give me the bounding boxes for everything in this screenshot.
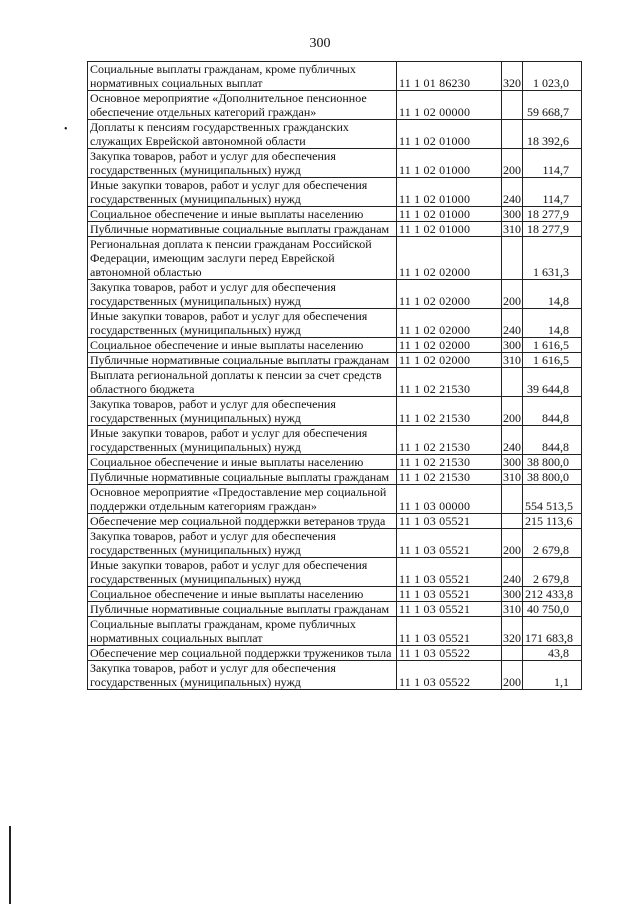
row-vr-cell: 310 (503, 353, 521, 367)
table-row (88, 617, 582, 646)
row-vr-cell: 200 (502, 149, 523, 178)
row-vr-cell: 300 (503, 587, 521, 601)
row-amount-cell: 114,7 (523, 149, 582, 178)
row-code-cell: 11 1 03 05521 (397, 602, 502, 617)
table-row (88, 646, 582, 661)
row-vr-cell: 300 (503, 455, 521, 469)
table-row (88, 237, 582, 280)
table-row (88, 397, 582, 426)
row-vr-cell (502, 514, 523, 529)
row-code-cell: 11 1 03 05521 (397, 558, 502, 587)
row-vr-cell: 200 (502, 529, 523, 558)
row-amount-cell: 14,8 (523, 309, 582, 338)
row-amount-cell: 1,1 (523, 661, 582, 690)
table-row (88, 470, 582, 485)
row-amount-cell: 18 277,9 (523, 222, 582, 237)
row-vr-cell: 200 (502, 397, 523, 426)
table-row (88, 514, 582, 529)
row-code-cell: 11 1 02 01000 (397, 149, 502, 178)
table-row (88, 338, 582, 353)
row-code-cell: 11 1 02 21530 (397, 455, 502, 470)
row-code-cell: 11 1 02 02000 (397, 280, 502, 309)
row-amount-cell: 18 392,6 (523, 120, 582, 149)
row-amount-cell: 39 644,8 (523, 368, 582, 397)
row-name-cell: Иные закупки товаров, работ и услуг для обеспечения государственных (муниципальных) нужд (88, 426, 397, 455)
row-name-cell: Доплаты к пенсиям государственных гражданских служащих Еврейской автономной области (88, 120, 397, 149)
row-name-cell: Социальные выплаты гражданам, кроме публичных нормативных социальных выплат (88, 62, 397, 91)
row-code-cell: 11 1 02 02000 (397, 237, 502, 280)
row-vr-cell: 300 (503, 207, 521, 221)
row-amount-cell: 18 277,9 (523, 207, 582, 222)
row-name-cell: Публичные нормативные социальные выплаты гражданам (88, 353, 397, 368)
row-vr-cell (502, 485, 523, 514)
row-vr-cell (502, 646, 523, 661)
row-amount-cell: 43,8 (523, 646, 582, 661)
row-vr-cell: 300 (503, 338, 521, 352)
table-row (88, 178, 582, 207)
row-name-cell: Закупка товаров, работ и услуг для обеспечения государственных (муниципальных) нужд (88, 529, 397, 558)
row-code-cell: 11 1 03 05521 (397, 514, 502, 529)
row-amount-cell: 40 750,0 (523, 602, 582, 617)
row-amount-cell: 1 616,5 (523, 353, 582, 368)
table-row (88, 91, 582, 120)
row-name-cell: Социальное обеспечение и иные выплаты населению (88, 587, 397, 602)
row-name-cell: Региональная доплата к пенсии гражданам Российской Федерации, имеющим заслуги перед Еврейской автономной областью (88, 237, 397, 280)
row-name-cell: Основное мероприятие «Предоставление мер социальной поддержки отдельным категориям граждан» (88, 485, 397, 514)
table-row (88, 368, 582, 397)
row-code-cell: 11 1 02 21530 (397, 397, 502, 426)
row-code-cell: 11 1 02 02000 (397, 353, 502, 368)
row-amount-cell: 1 616,5 (523, 338, 582, 353)
row-vr-cell: 200 (502, 661, 523, 690)
row-amount-cell: 171 683,8 (523, 617, 582, 646)
row-name-cell: Социальное обеспечение и иные выплаты населению (88, 207, 397, 222)
row-vr-cell: 310 (503, 602, 521, 616)
row-amount-cell: 1 631,3 (523, 237, 582, 280)
row-amount-cell: 554 513,5 (523, 485, 582, 514)
table-row (88, 558, 582, 587)
budget-table-body (88, 62, 582, 690)
table-row (88, 602, 582, 617)
table-row (88, 62, 582, 91)
row-name-cell: Закупка товаров, работ и услуг для обеспечения государственных (муниципальных) нужд (88, 661, 397, 690)
row-amount-cell: 59 668,7 (523, 91, 582, 120)
row-amount-cell: 38 800,0 (523, 470, 582, 485)
row-amount-cell: 14,8 (523, 280, 582, 309)
table-row (88, 353, 582, 368)
row-amount-cell: 2 679,8 (523, 529, 582, 558)
row-vr-cell (502, 120, 523, 149)
budget-table (87, 61, 582, 690)
row-name-cell: Публичные нормативные социальные выплаты гражданам (88, 222, 397, 237)
scan-dot-mark: • (64, 124, 68, 135)
page-number: 300 (309, 36, 331, 51)
row-vr-cell: 320 (502, 617, 523, 646)
row-vr-cell: 310 (503, 222, 521, 236)
row-code-cell: 11 1 01 86230 (397, 62, 502, 91)
row-vr-cell: 200 (502, 280, 523, 309)
row-amount-cell: 2 679,8 (523, 558, 582, 587)
row-amount-cell: 844,8 (523, 426, 582, 455)
row-code-cell: 11 1 02 21530 (397, 368, 502, 397)
row-code-cell: 11 1 02 00000 (397, 91, 502, 120)
row-name-cell: Публичные нормативные социальные выплаты гражданам (88, 470, 397, 485)
row-vr-cell: 240 (502, 558, 523, 587)
row-name-cell: Социальные выплаты гражданам, кроме публичных нормативных социальных выплат (88, 617, 397, 646)
row-amount-cell: 215 113,6 (523, 514, 582, 529)
row-vr-cell: 240 (502, 309, 523, 338)
row-name-cell: Социальное обеспечение и иные выплаты населению (88, 338, 397, 353)
row-code-cell: 11 1 03 05522 (397, 646, 502, 661)
row-code-cell: 11 1 03 05521 (397, 617, 502, 646)
row-code-cell: 11 1 03 05521 (397, 529, 502, 558)
row-code-cell: 11 1 02 01000 (397, 222, 502, 237)
row-vr-cell: 240 (502, 178, 523, 207)
table-row (88, 149, 582, 178)
row-code-cell: 11 1 02 01000 (397, 207, 502, 222)
table-row (88, 426, 582, 455)
row-name-cell: Основное мероприятие «Дополнительное пенсионное обеспечение отдельных категорий граждан» (88, 91, 397, 120)
table-row (88, 207, 582, 222)
row-code-cell: 11 1 02 02000 (397, 338, 502, 353)
row-amount-cell: 114,7 (523, 178, 582, 207)
row-name-cell: Закупка товаров, работ и услуг для обеспечения государственных (муниципальных) нужд (88, 280, 397, 309)
table-row (88, 485, 582, 514)
row-name-cell: Публичные нормативные социальные выплаты гражданам (88, 602, 397, 617)
row-amount-cell: 844,8 (523, 397, 582, 426)
table-row (88, 455, 582, 470)
row-vr-cell: 320 (502, 62, 523, 91)
row-code-cell: 11 1 03 05522 (397, 661, 502, 690)
row-code-cell: 11 1 03 05521 (397, 587, 502, 602)
table-row (88, 222, 582, 237)
row-amount-cell: 212 433,8 (523, 587, 582, 602)
row-amount-cell: 1 023,0 (523, 62, 582, 91)
table-row (88, 587, 582, 602)
row-amount-cell: 38 800,0 (523, 455, 582, 470)
row-code-cell: 11 1 03 00000 (397, 485, 502, 514)
row-name-cell: Социальное обеспечение и иные выплаты населению (88, 455, 397, 470)
row-name-cell: Иные закупки товаров, работ и услуг для обеспечения государственных (муниципальных) нужд (88, 309, 397, 338)
row-name-cell: Обеспечение мер социальной поддержки ветеранов труда (88, 514, 397, 529)
row-code-cell: 11 1 02 01000 (397, 178, 502, 207)
row-name-cell: Выплата региональной доплаты к пенсии за счет средств областного бюджета (88, 368, 397, 397)
row-name-cell: Обеспечение мер социальной поддержки тружеников тыла (88, 646, 397, 661)
row-vr-cell: 240 (502, 426, 523, 455)
row-vr-cell (502, 368, 523, 397)
row-name-cell: Закупка товаров, работ и услуг для обеспечения государственных (муниципальных) нужд (88, 397, 397, 426)
row-name-cell: Закупка товаров, работ и услуг для обеспечения государственных (муниципальных) нужд (88, 149, 397, 178)
table-row (88, 120, 582, 149)
margin-line-mark (9, 826, 11, 904)
row-name-cell: Иные закупки товаров, работ и услуг для обеспечения государственных (муниципальных) нужд (88, 178, 397, 207)
row-code-cell: 11 1 02 02000 (397, 309, 502, 338)
table-row (88, 661, 582, 690)
row-name-cell: Иные закупки товаров, работ и услуг для обеспечения государственных (муниципальных) нужд (88, 558, 397, 587)
row-vr-cell: 310 (503, 470, 521, 484)
row-code-cell: 11 1 02 01000 (397, 120, 502, 149)
row-code-cell: 11 1 02 21530 (397, 470, 502, 485)
row-vr-cell (502, 237, 523, 280)
table-row (88, 280, 582, 309)
table-row (88, 529, 582, 558)
row-code-cell: 11 1 02 21530 (397, 426, 502, 455)
table-row (88, 309, 582, 338)
row-vr-cell (502, 91, 523, 120)
